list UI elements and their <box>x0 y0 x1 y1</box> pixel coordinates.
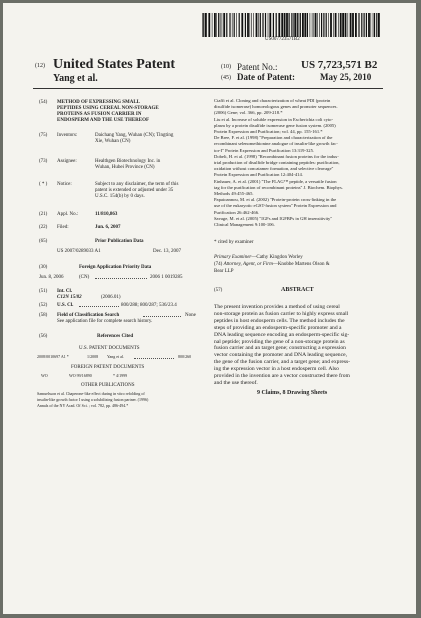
notice-line: U.S.C. 154(b) by 0 days. <box>95 194 145 199</box>
barcode-bar <box>319 13 320 37</box>
dot-leader <box>79 306 119 307</box>
reference-line: disulfide isomerase) homoeologous genes and promoter sequences. <box>214 104 338 110</box>
claims-summary: 9 Claims, 8 Drawing Sheets <box>257 390 328 396</box>
barcode-bar <box>229 13 230 37</box>
barcode-bar <box>250 13 251 37</box>
f65-code: (65) <box>39 239 48 244</box>
abstract-line: The present invention provides a method of using cereal <box>214 304 340 310</box>
reference-line: De Bree, F. et al. (1998) "Preparation and characterization of the <box>214 135 333 141</box>
barcode-bar <box>326 13 327 37</box>
barcode-bar <box>220 13 221 37</box>
barcode-bar <box>358 13 359 37</box>
barcode-bar <box>214 13 216 37</box>
f30-code: (30) <box>39 265 48 270</box>
f75-label: Inventors: <box>57 133 78 138</box>
barcode-bar <box>251 13 252 37</box>
dot-leader <box>95 278 147 279</box>
reference-line: Dobeli, H. et al. (1998) "Recombinant fusion proteins for the indus- <box>214 153 339 159</box>
reference-line: Protein Expression and Purification; vol. 44, pp. 155-161.* <box>214 129 323 134</box>
barcode-bar <box>338 13 339 37</box>
other-publication-line: insulin-like growth factor I using a solubilizing fusion partner. (1996) <box>37 397 149 402</box>
date-label: Date of Patent: <box>237 72 295 82</box>
f73-label: Assignee: <box>57 159 77 164</box>
cited-by-examiner: * cited by examiner <box>214 240 254 245</box>
notice-label: Notice: <box>57 182 72 187</box>
abstract-line: fusion carrier and an target gene; constructing a expression <box>214 345 346 352</box>
barcode-bar <box>371 13 372 37</box>
f22-code: (22) <box>39 225 48 230</box>
barcode-bar <box>376 13 377 37</box>
barcode-bar <box>315 13 317 37</box>
barcode-bar <box>348 13 349 37</box>
barcode-bar <box>304 13 306 37</box>
abstract-line: DNA leading sequence encoding an endosperm-specific sig- <box>214 331 350 338</box>
priority-date: Jun. 8, 2006 <box>39 275 64 280</box>
barcode-bar <box>293 13 294 37</box>
other-publications-title: OTHER PUBLICATIONS <box>81 383 135 388</box>
barcode-bar <box>262 13 263 37</box>
f56-code: (56) <box>39 334 48 339</box>
reference-line: Liu et al. Increase of soluble expression in Escherichia coli cyto- <box>214 116 334 122</box>
f52-label: U.S. Cl. <box>57 303 74 308</box>
barcode-bar <box>294 13 296 37</box>
barcode-bar <box>291 13 292 37</box>
reference-line: Papaioannou, M. et al. (2002) "Protein-protein cross-linking in the <box>214 197 337 203</box>
header-divider <box>33 88 383 89</box>
barcode-bar <box>253 13 254 37</box>
reference-line: Ciaffi et al. Cloning and characterization of wheat PDI (protein <box>214 98 331 103</box>
barcode-bar <box>236 13 237 37</box>
abstract-title: ABSTRACT <box>281 287 314 293</box>
barcode-bar <box>340 13 342 37</box>
search-note: See application file for complete search history. <box>57 319 153 324</box>
attorney-name: —Knobbe Martens Olson & <box>272 262 330 267</box>
filed-date: Jun. 6, 2007 <box>95 225 121 230</box>
patent-date: May 25, 2010 <box>320 72 372 82</box>
barcode-bar <box>302 13 304 37</box>
barcode-bar <box>260 13 261 37</box>
reference-line: recombinant selenomethionine analogue of insulin-like growth fac- <box>214 141 338 147</box>
us-class: 800/288; 800/287; 536/23.4 <box>121 303 177 308</box>
references-title: References Cited <box>97 334 134 339</box>
barcode-bar <box>273 13 274 37</box>
barcode-bar <box>234 13 235 37</box>
barcode-bar <box>361 13 362 37</box>
barcode-bar <box>241 13 243 37</box>
barcode-bar <box>230 13 231 37</box>
f58-label: Field of Classification Search <box>57 313 120 318</box>
patent-number: US 7,723,571 B2 <box>301 59 378 71</box>
attorney-label: Attorney, Agent, or Firm <box>223 262 273 267</box>
barcode-bar <box>281 13 283 37</box>
barcode-bar <box>232 13 233 37</box>
barcode-bar <box>307 13 308 37</box>
barcode-bar <box>245 13 246 37</box>
barcode-bar <box>276 13 277 37</box>
f75-code: (75) <box>39 133 48 138</box>
barcode-bar <box>345 13 347 37</box>
barcode-bar <box>268 13 269 37</box>
priority-country: (CN) <box>79 275 90 280</box>
us-doc-date: 1/2008 <box>87 354 99 359</box>
other-publication-line: Annals of the NY Acad. Of Sci. ; vol. 782, pp. 486-494.* <box>37 403 129 408</box>
barcode-bar <box>202 13 203 37</box>
attorney-code: (74) <box>214 262 223 267</box>
barcode-bar <box>297 13 298 37</box>
barcode-bar <box>317 13 318 37</box>
barcode-bar <box>373 13 374 37</box>
barcode-bar <box>312 13 313 37</box>
barcode-bar <box>314 13 315 37</box>
barcode-bar <box>239 13 240 37</box>
foreign-docs-title: FOREIGN PATENT DOCUMENTS <box>71 365 145 370</box>
inventors-line: Daichang Yang, Wuhan (CN); Tingting <box>95 133 174 138</box>
barcode-bar <box>378 13 380 37</box>
reference-line: Clinical Management 9:100-106. <box>214 222 275 227</box>
reference-line: trial production of disulfide bridge containing peptides: purification, <box>214 160 340 165</box>
reference-line: oxidation without concatamer formation, and selective cleavage" <box>214 166 334 172</box>
reference-line: tor-I" Protein Expression and Purification 13:319-325. <box>214 147 315 153</box>
barcode-bar <box>208 13 210 37</box>
notice-code: ( * ) <box>39 182 48 187</box>
barcode-bar <box>286 13 288 37</box>
reference-line: use of the eukaryotic eGST-fusion system" Protein Expression and <box>214 203 337 209</box>
f51-code: (51) <box>39 289 48 294</box>
barcode-number: US007723571B2 <box>265 37 300 42</box>
foreign-doc-number: WO 99/16890 <box>69 373 92 378</box>
barcode-bar <box>278 13 280 37</box>
patent-no-label: Patent No.: <box>237 62 278 72</box>
us-doc-author: Yang et al. <box>107 354 125 359</box>
reference-line: tag for the purification of recombinant proteins" J. Biochem. Biophys. <box>214 184 343 190</box>
abstract-line: the gene of the fusion carrier, and a target gene; and express- <box>214 359 351 366</box>
reference-line: plasm by a protein disulfide isomerase gene fusion system. (2005) <box>214 122 336 128</box>
barcode-bar <box>342 13 344 37</box>
reference-line: Savage, M. et al. (2005) "IGFs and IGFBPs in GH insensitivity" <box>214 215 333 221</box>
barcode-bar <box>328 13 329 37</box>
barcode-bar <box>212 13 213 37</box>
barcode-bar <box>258 13 259 37</box>
examiner-label: Primary Examiner <box>214 255 252 260</box>
barcode-bar <box>321 13 322 37</box>
reference-line: Purification 26:462-466. <box>214 209 260 215</box>
reference-line: Einhauer, A. et al. (2001) "The FLAG™ peptide, a versatile fusion <box>214 178 337 184</box>
barcode-bar <box>323 13 324 37</box>
patent-title: United States Patent <box>53 57 176 72</box>
barcode-bar <box>310 13 311 37</box>
barcode-bar <box>284 13 286 37</box>
reference-line: Protein Expression and Purification 12:404-414. <box>214 172 303 178</box>
barcode-bar <box>364 13 365 37</box>
abstract-code: (57) <box>214 288 223 293</box>
barcode-bar <box>368 13 370 37</box>
assignee-line: Healthgen Biotechnology Inc. in <box>95 159 161 164</box>
foreign-priority-title: Foreign Application Priority Data <box>79 265 152 270</box>
f58-code: (58) <box>39 313 48 318</box>
priority-number: 2006 1 0019285 <box>150 275 183 280</box>
date-code: (45) <box>221 75 231 81</box>
attorney-name-cont: Bear LLP <box>214 269 234 274</box>
f51-label: Int. Cl. <box>57 289 73 294</box>
barcode-bar <box>216 13 217 37</box>
reference-line: (2006) Gene; vol. 366, pp. 209-218.* <box>214 110 283 116</box>
other-publication-line: Samuelsson et al. Chaperone-like effect during in vitro refolding of <box>37 391 145 396</box>
title-line: PEPTIDES USING CEREAL NON-STORAGE <box>57 106 159 111</box>
barcode-bar <box>265 13 266 37</box>
foreign-doc-date: * 4/1999 <box>113 373 128 378</box>
prior-publication-title: Prior Publication Data <box>95 239 144 244</box>
barcode-bar <box>218 13 219 37</box>
barcode-bar <box>203 13 204 37</box>
inventors-line: Xie, Wuhan (CN) <box>95 139 131 144</box>
barcode-bar <box>222 13 223 37</box>
barcode-bar <box>330 13 332 37</box>
barcode-bar <box>205 13 207 37</box>
barcode-bar <box>256 13 258 37</box>
attorney-line <box>214 262 330 267</box>
barcode-bar <box>226 13 227 37</box>
patent-no-code: (10) <box>221 64 231 70</box>
us-docs-title: U.S. PATENT DOCUMENTS <box>79 346 140 351</box>
barcode-bar <box>263 13 264 37</box>
f52-code: (52) <box>39 303 48 308</box>
abstract-line: provided in the invention are a vector constructed there from <box>214 373 350 379</box>
assignee-line: Wuhan, Hubei Province (CN) <box>95 165 155 170</box>
barcode-bar <box>333 13 334 37</box>
barcode-bar <box>247 13 249 37</box>
title-line: ENDOSPERM AND THE USE THEREOF <box>57 118 150 123</box>
abstract-line: non-storage protein as fusion carrier to highly express small <box>214 310 349 317</box>
title-line: METHOD OF EXPRESSING SMALL <box>57 100 141 105</box>
dot-leader <box>134 358 174 359</box>
int-class-date: (2006.01) <box>101 295 121 300</box>
foreign-doc-country: WO <box>41 373 48 378</box>
notice-line: Subject to any disclaimer, the term of this <box>95 182 179 187</box>
barcode-bar <box>355 13 357 37</box>
f73-code: (73) <box>39 159 48 164</box>
barcode <box>202 13 382 37</box>
barcode-bar <box>223 13 225 37</box>
examiner-name: —Cathy Kingdon Worley <box>251 255 303 260</box>
prior-publication-number: US 2007/0289033 A1 <box>57 249 101 254</box>
patent-authors: Yang et al. <box>53 73 98 84</box>
application-number: 11/810,863 <box>95 212 118 217</box>
barcode-bar <box>300 13 301 37</box>
abstract-line: nal peptide; providing the gene of a non-storage protein as <box>214 338 345 345</box>
patent-document-page <box>3 3 416 614</box>
prior-publication-date: Dec. 13, 2007 <box>153 249 182 254</box>
f22-label: Filed: <box>57 225 69 230</box>
barcode-bar <box>350 13 352 37</box>
abstract-line: ing the expression vector in a host endosperm cell. Also <box>214 366 339 373</box>
abstract-line: steps of providing an endosperm-specific promoter and a <box>214 324 342 331</box>
int-class: C12N 15/82 <box>57 295 82 300</box>
barcode-bar <box>374 13 375 37</box>
examiner-line <box>214 255 303 260</box>
f21-code: (21) <box>39 212 48 217</box>
reference-line: Methods 49:455-465. <box>214 191 254 196</box>
dot-leader <box>143 316 181 317</box>
notice-line: patent is extended or adjusted under 35 <box>95 188 174 193</box>
abstract-line: and the use thereof. <box>214 379 258 386</box>
barcode-bar <box>299 13 300 37</box>
barcode-bar <box>352 13 354 37</box>
search-field: None <box>185 313 196 318</box>
f54-code: (54) <box>39 100 48 105</box>
us-doc-class: 800/260 <box>178 354 192 359</box>
f21-label: Appl. No.: <box>57 212 79 217</box>
abstract-line: peptides in host endosperm cells. The method includes the <box>214 317 345 324</box>
kind-code: (12) <box>35 63 45 69</box>
barcode-bar <box>269 13 271 37</box>
abstract-line: vector containing the promoter and DNA leading sequence, <box>214 352 347 359</box>
barcode-bar <box>289 13 290 37</box>
barcode-bar <box>335 13 337 37</box>
barcode-bar <box>366 13 367 37</box>
us-doc-number: 2008/0010697 A1 * <box>37 354 69 359</box>
title-line: PROTEINS AS FUSION CARRIER IN <box>57 112 142 117</box>
